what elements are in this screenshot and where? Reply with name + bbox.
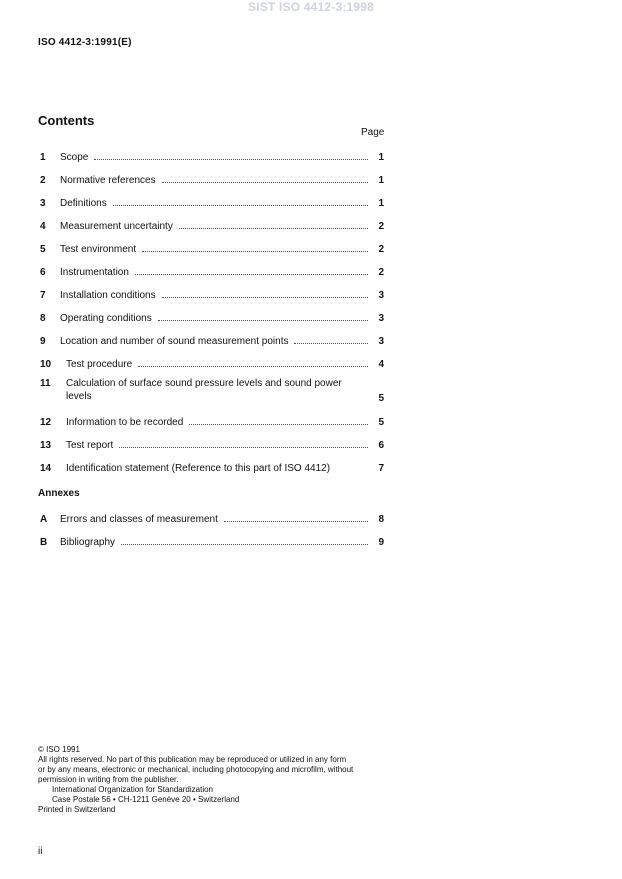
- toc-entry[interactable]: [38, 218, 384, 232]
- annexes-heading: Annexes: [38, 488, 80, 499]
- toc-entry-number: 13: [40, 440, 52, 451]
- toc-entry-page: 5: [378, 393, 384, 404]
- toc-entry[interactable]: [38, 287, 384, 301]
- dot-leader: [189, 424, 368, 425]
- toc-entry-title: Instrumentation: [60, 267, 129, 278]
- dot-leader: [224, 521, 368, 522]
- toc-entry-number: 9: [40, 336, 46, 347]
- toc-entry-page: 4: [378, 359, 384, 370]
- annex-entry[interactable]: [38, 511, 384, 525]
- toc-entry[interactable]: [38, 172, 384, 186]
- toc-entry-number: 3: [40, 198, 46, 209]
- dot-leader: [94, 159, 368, 160]
- page-column-label: Page: [361, 127, 385, 138]
- toc-entry[interactable]: [38, 460, 384, 474]
- toc-entry-title: Definitions: [60, 198, 107, 209]
- toc-entry[interactable]: [38, 356, 384, 370]
- toc-entry[interactable]: [38, 414, 384, 428]
- dot-leader: [135, 274, 368, 275]
- toc-entry-title: Location and number of sound measurement points: [60, 336, 289, 347]
- dot-leader: [162, 182, 368, 183]
- toc-entry-title: Scope: [60, 152, 89, 163]
- organization-address: Case Postale 56 • CH-1211 Genève 20 • Switzerland: [52, 795, 240, 804]
- toc-entry-number: 2: [40, 175, 46, 186]
- annex-letter: A: [40, 514, 48, 525]
- toc-entry-number: 4: [40, 221, 46, 232]
- toc-entry-title: Information to be recorded: [66, 417, 184, 428]
- page-number: ii: [38, 846, 43, 857]
- toc-entry-page: 7: [378, 463, 384, 474]
- toc-entry[interactable]: [38, 378, 384, 404]
- rights-text: permission in writing from the publisher.: [38, 775, 179, 784]
- toc-entry-page: 2: [378, 267, 384, 278]
- toc-entry-page: 3: [378, 290, 384, 301]
- rights-text: All rights reserved. No part of this publication may be reproduced or utilized in any form: [38, 755, 347, 764]
- copyright-line: © ISO 1991: [38, 745, 80, 754]
- annex-title: Errors and classes of measurement: [60, 514, 218, 525]
- toc-entry-number: 14: [40, 463, 52, 474]
- toc-entry[interactable]: [38, 310, 384, 324]
- dot-leader: [142, 251, 368, 252]
- annex-title: Bibliography: [60, 537, 116, 548]
- toc-entry-page: 3: [378, 336, 384, 347]
- toc-entry-title: Test environment: [60, 244, 137, 255]
- organization-name: International Organization for Standardization: [52, 785, 213, 794]
- toc-entry-page: 6: [378, 440, 384, 451]
- annex-page: 8: [378, 514, 384, 525]
- printed-in: Printed in Switzerland: [38, 805, 116, 814]
- toc-entry-number: 11: [40, 378, 51, 389]
- toc-entry-number: 1: [40, 152, 46, 163]
- toc-entry-page: 3: [378, 313, 384, 324]
- toc-entry[interactable]: [38, 195, 384, 209]
- toc-entry-page: 1: [378, 198, 384, 209]
- toc-entry-page: 1: [378, 152, 384, 163]
- toc-entry-page: 2: [378, 244, 384, 255]
- toc-entry-page: 1: [378, 175, 384, 186]
- dot-leader: [294, 343, 368, 344]
- dot-leader: [179, 228, 368, 229]
- toc-entry-title: Identification statement (Reference to this part of ISO 4412): [66, 463, 331, 474]
- standard-id: ISO 4412-3:1991(E): [38, 37, 132, 48]
- annex-letter: B: [40, 537, 48, 548]
- toc-entry-number: 8: [40, 313, 46, 324]
- watermark: SIST ISO 4412-3:1998: [247, 0, 375, 14]
- annex-page: 9: [378, 537, 384, 548]
- toc-entry-title: Calculation of surface sound pressure levels and sound power: [66, 378, 342, 389]
- annex-entry[interactable]: [38, 534, 384, 548]
- toc-entry-title: Installation conditions: [60, 290, 156, 301]
- toc-entry[interactable]: [38, 437, 384, 451]
- toc-entry-number: 6: [40, 267, 46, 278]
- dot-leader: [158, 320, 368, 321]
- toc-entry-number: 10: [40, 359, 52, 370]
- toc-entry-title-continued: levels: [66, 391, 92, 402]
- toc-entry[interactable]: [38, 149, 384, 163]
- toc-entry-title: Test report: [66, 440, 114, 451]
- rights-text: or by any means, electronic or mechanical, including photocopying and microfilm, without: [38, 765, 354, 774]
- dot-leader: [162, 297, 368, 298]
- toc-entry-title: Operating conditions: [60, 313, 152, 324]
- contents-title: Contents: [38, 113, 95, 128]
- toc-entry-number: 12: [40, 417, 52, 428]
- toc-entry-page: 2: [378, 221, 384, 232]
- toc-entry[interactable]: [38, 241, 384, 255]
- dot-leader: [121, 544, 368, 545]
- dot-leader: [138, 366, 368, 367]
- toc-entry-title: Test procedure: [66, 359, 133, 370]
- toc-entry[interactable]: [38, 264, 384, 278]
- dot-leader: [119, 447, 368, 448]
- toc-entry-number: 5: [40, 244, 46, 255]
- toc-entry-page: 5: [378, 417, 384, 428]
- toc-entry-title: Normative references: [60, 175, 156, 186]
- toc-entry-number: 7: [40, 290, 46, 301]
- toc-entry-title: Measurement uncertainty: [60, 221, 173, 232]
- copyright-notice: [38, 745, 388, 815]
- toc-entry[interactable]: [38, 333, 384, 347]
- dot-leader: [113, 205, 368, 206]
